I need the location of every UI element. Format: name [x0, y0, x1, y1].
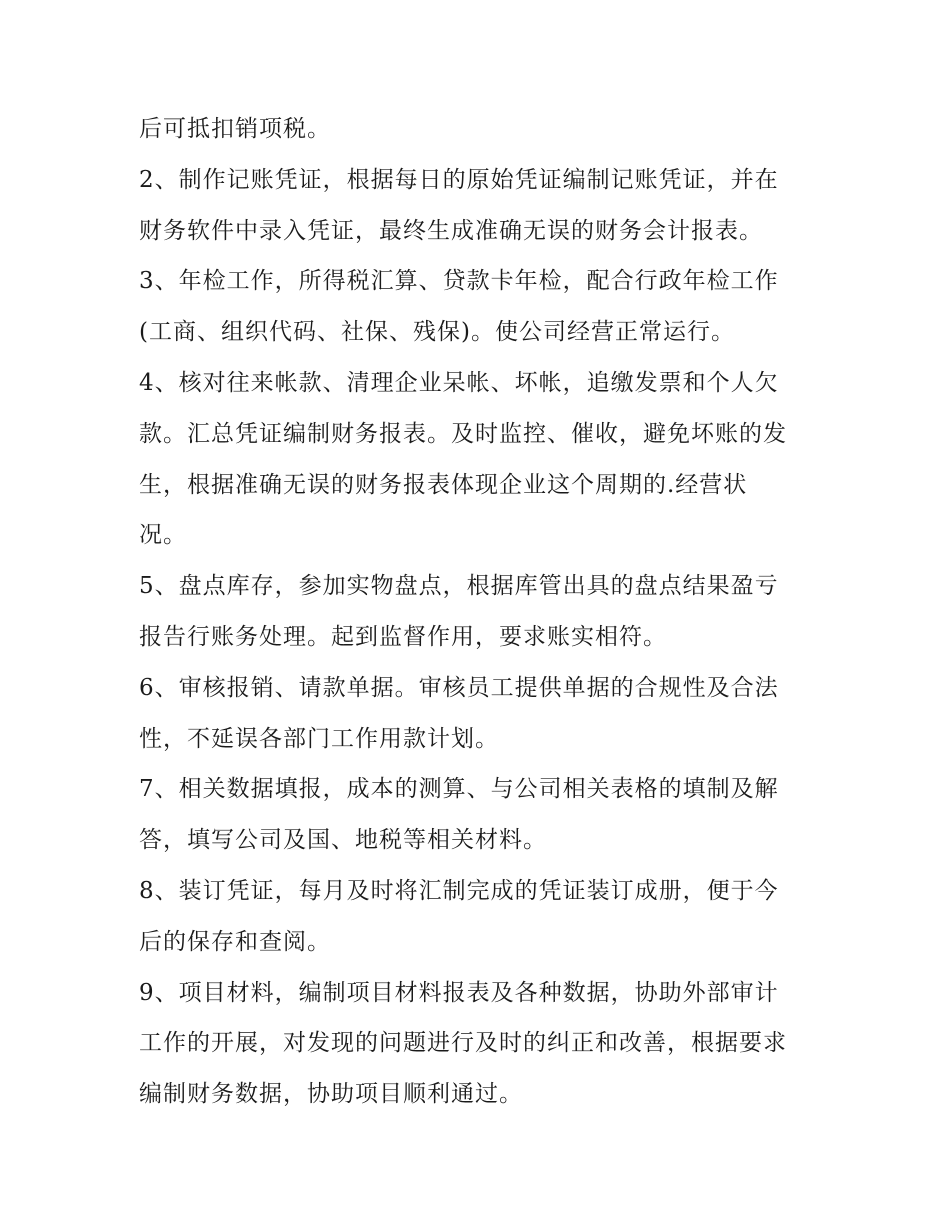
- text-line: 生，根据准确无误的财务报表体现企业这个周期的.经营状: [139, 471, 748, 498]
- text-line: 后可抵扣销项税。: [139, 116, 331, 142]
- text-line: 7、相关数据填报，成本的测算、与公司相关表格的填制及解: [139, 776, 779, 803]
- text-line: 答，填写公司及国、地税等相关材料。: [139, 827, 547, 854]
- text-line: 9、项目材料，编制项目材料报表及各种数据，协助外部审计: [139, 979, 779, 1006]
- text-line: 性，不延误各部门工作用款计划。: [139, 725, 499, 752]
- text-line: 8、装订凭证，每月及时将汇制完成的凭证装订成册，便于今: [139, 877, 779, 904]
- text-line: 编制财务数据，协助项目顺利通过。: [139, 1081, 523, 1108]
- text-line: 后的保存和查阅。: [139, 928, 331, 955]
- document-body: [139, 104, 829, 1120]
- text-line: 报告行账务处理。起到监督作用，要求账实相符。: [139, 623, 667, 650]
- text-line: 工作的开展，对发现的问题进行及时的纠正和改善，根据要求: [139, 1030, 787, 1057]
- text-line: (工商、组织代码、社保、残保)。使公司经营正常运行。: [139, 319, 735, 346]
- text-line: 4、核对往来帐款、清理企业呆帐、坏帐，追缴发票和个人欠: [139, 369, 779, 396]
- text-line: 5、盘点库存，参加实物盘点，根据库管出具的盘点结果盈亏: [139, 573, 779, 600]
- text-line: 款。汇总凭证编制财务报表。及时监控、催收，避免坏账的发: [139, 420, 787, 447]
- text-line: 6、审核报销、请款单据。审核员工提供单据的合规性及合法: [139, 674, 779, 701]
- text-line: 2、制作记账凭证，根据每日的原始凭证编制记账凭证，并在: [139, 166, 779, 193]
- text-line: 财务软件中录入凭证，最终生成准确无误的财务会计报表。: [139, 217, 763, 244]
- text-line: 3、年检工作，所得税汇算、贷款卡年检，配合行政年检工作: [139, 268, 779, 295]
- text-line: 况。: [139, 522, 187, 549]
